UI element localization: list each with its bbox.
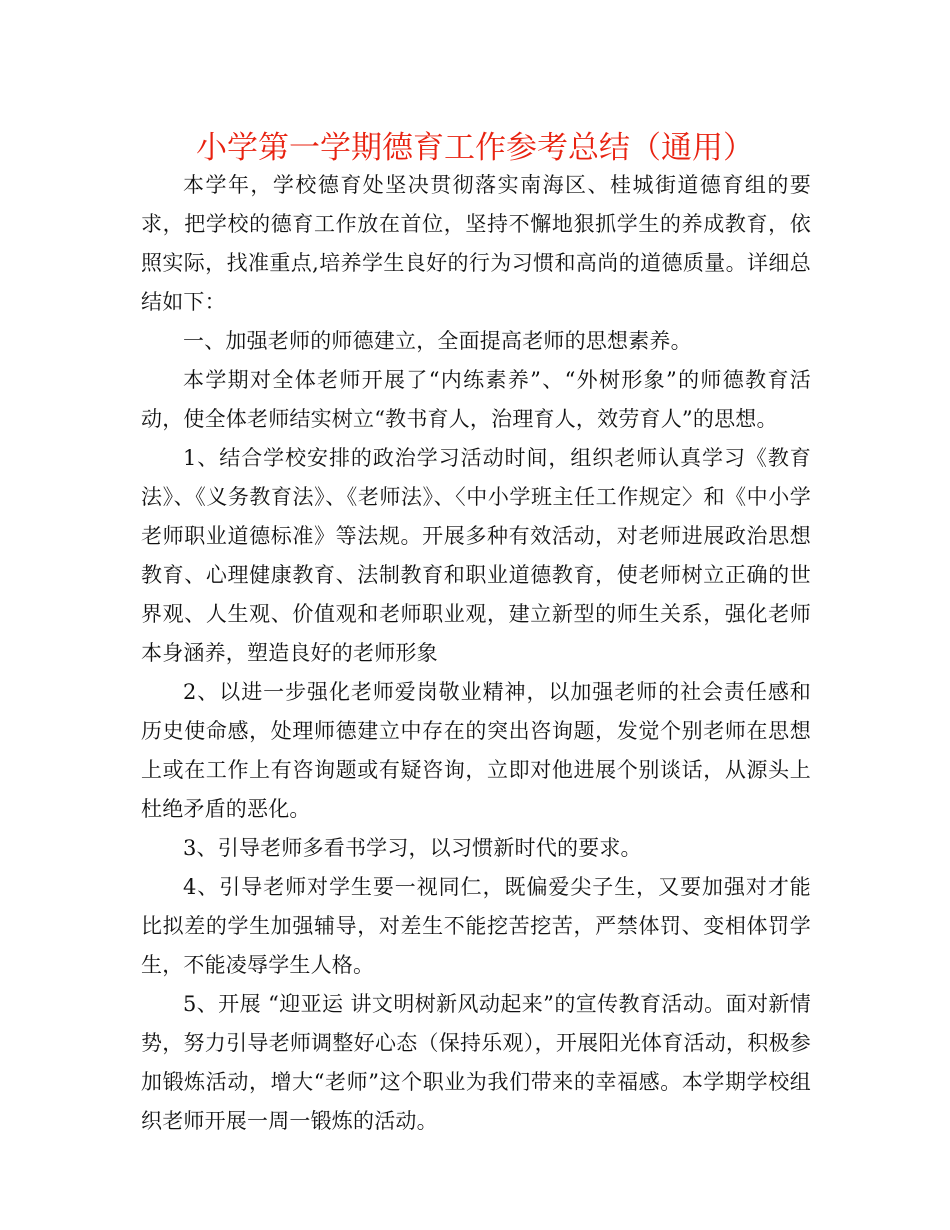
paragraph-section-heading: 一、加强老师的师德建立，全面提高老师的思想素养。 xyxy=(183,329,692,353)
paragraph-section-intro: 本学期对全体老师开展了“内练素养”、“外树形象”的师德教育活动，使全体老师结实树立“教书育人，治理育人，效劳育人”的思想。 xyxy=(141,368,811,431)
paragraph-intro: 本学年，学校德育处坚决贯彻落实南海区、桂城街道德育组的要求，把学校的德育工作放在首位，坚持不懈地狠抓学生的养成教育，依照实际，找准重点,培养学生良好的行为习惯和高尚的道德质量。详细总结如下： xyxy=(141,173,811,314)
paragraph-item-5: 5、开展 “迎亚运 讲文明树新风动起来”的宣传教育活动。面对新情势，努力引导老师调整好心态（保持乐观），开展阳光体育活动，积极参加锻炼活动，增大“老师”这个职业为我们带来的幸福感。本学期学校组织老师开展一周一锻炼的活动。 xyxy=(141,992,811,1133)
paragraph-item-3: 3、引导老师多看书学习，以习惯新时代的要求。 xyxy=(183,836,642,860)
document-body xyxy=(141,166,811,1141)
paragraph-item-1: 1、结合学校安排的政治学习活动时间，组织老师认真学习《教育法》、《义务教育法》、《老师法》、〈中小学班主任工作规定〉和《中小学老师职业道德标准》等法规。开展多种有效活动，对老师进展政治思想教育、心理健康教育、法制教育和职业道德教育，使老师树立正确的世界观、人生观、价值观和老师职业观，建立新型的师生关系，强化老师本身涵养，塑造良好的老师形象 xyxy=(141,446,811,665)
paragraph-item-4: 4、引导老师对学生要一视同仁，既偏爱尖子生，又要加强对才能比拟差的学生加强辅导，对差生不能挖苦挖苦，严禁体罚、变相体罚学生，不能凌辱学生人格。 xyxy=(141,875,811,977)
paragraph-item-2: 2、以进一步强化老师爱岗敬业精神，以加强老师的社会责任感和历史使命感，处理师德建立中存在的突出咨询题，发觉个别老师在思想上或在工作上有咨询题或有疑咨询，立即对他进展个别谈话，从源头上杜绝矛盾的恶化。 xyxy=(141,680,811,821)
document-title: 小学第一学期德育工作参考总结（通用） xyxy=(196,130,754,166)
